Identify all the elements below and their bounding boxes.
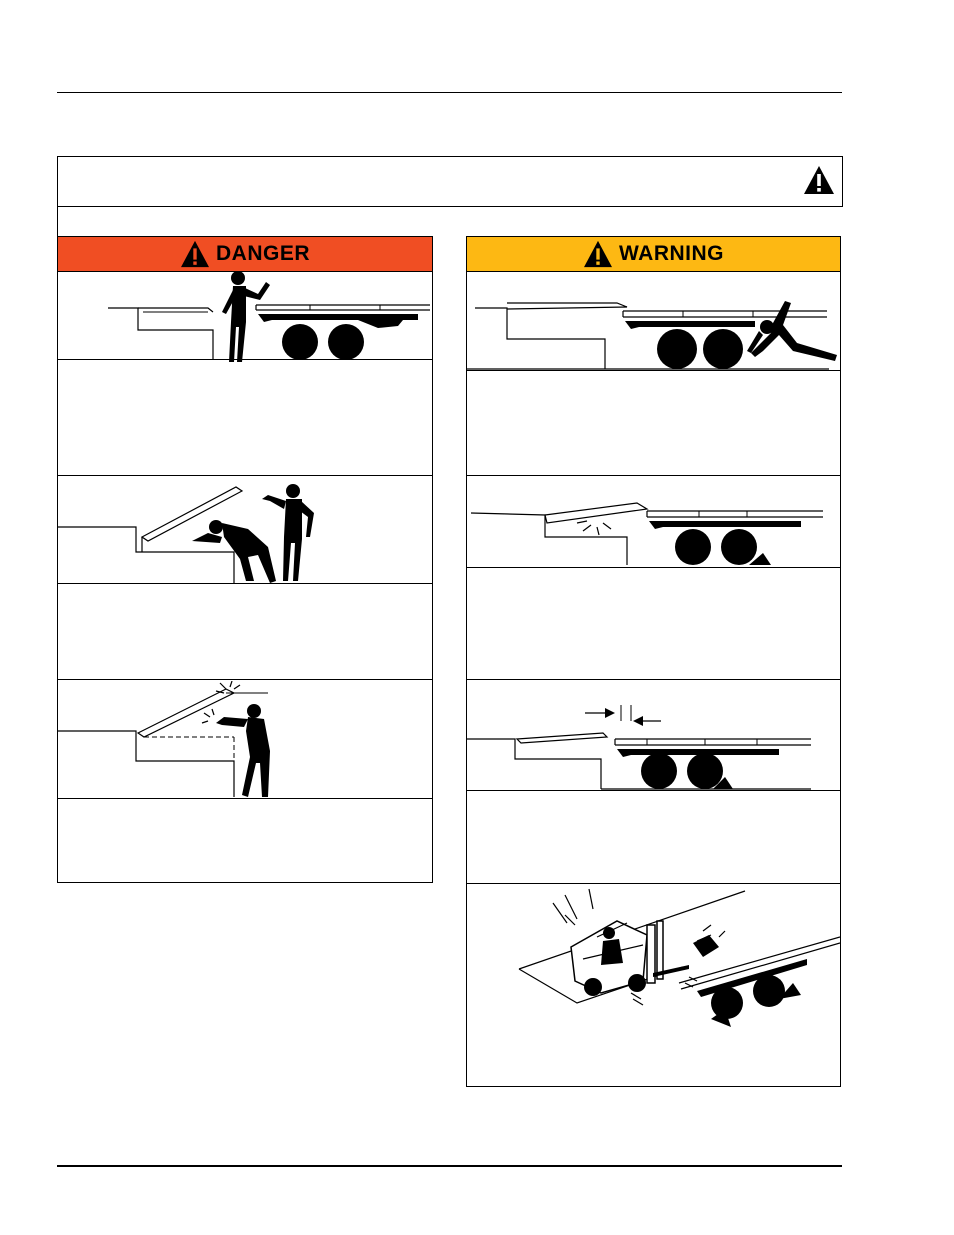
column-tick [57, 207, 58, 237]
warning-triangle-icon [180, 240, 210, 268]
danger-divider [58, 583, 432, 584]
danger-divider [58, 679, 432, 680]
danger-illustration-2 [58, 477, 432, 583]
warning-triangle-icon [803, 165, 835, 195]
warning-illustration-1 [467, 273, 840, 373]
warning-illustration-3 [467, 681, 840, 791]
danger-divider [58, 798, 432, 799]
danger-divider [58, 359, 432, 360]
warning-divider [467, 370, 840, 371]
danger-panel [57, 236, 433, 883]
danger-title: DANGER [215, 242, 310, 265]
header-rule [57, 92, 842, 93]
warning-divider [467, 567, 840, 568]
safety-banner [57, 156, 843, 207]
footer-rule [57, 1165, 842, 1167]
danger-illustration-1 [58, 272, 432, 362]
danger-header [58, 237, 432, 272]
warning-triangle-icon [583, 240, 613, 268]
warning-illustration-4 [467, 885, 840, 1045]
warning-illustration-2 [467, 477, 840, 567]
warning-header [467, 237, 840, 272]
danger-divider [58, 475, 432, 476]
danger-illustration-3 [58, 681, 432, 797]
warning-title: WARNING [619, 242, 724, 265]
warning-panel [466, 236, 841, 1087]
warning-divider [467, 790, 840, 791]
warning-divider [467, 883, 840, 884]
warning-divider [467, 679, 840, 680]
warning-divider [467, 475, 840, 476]
